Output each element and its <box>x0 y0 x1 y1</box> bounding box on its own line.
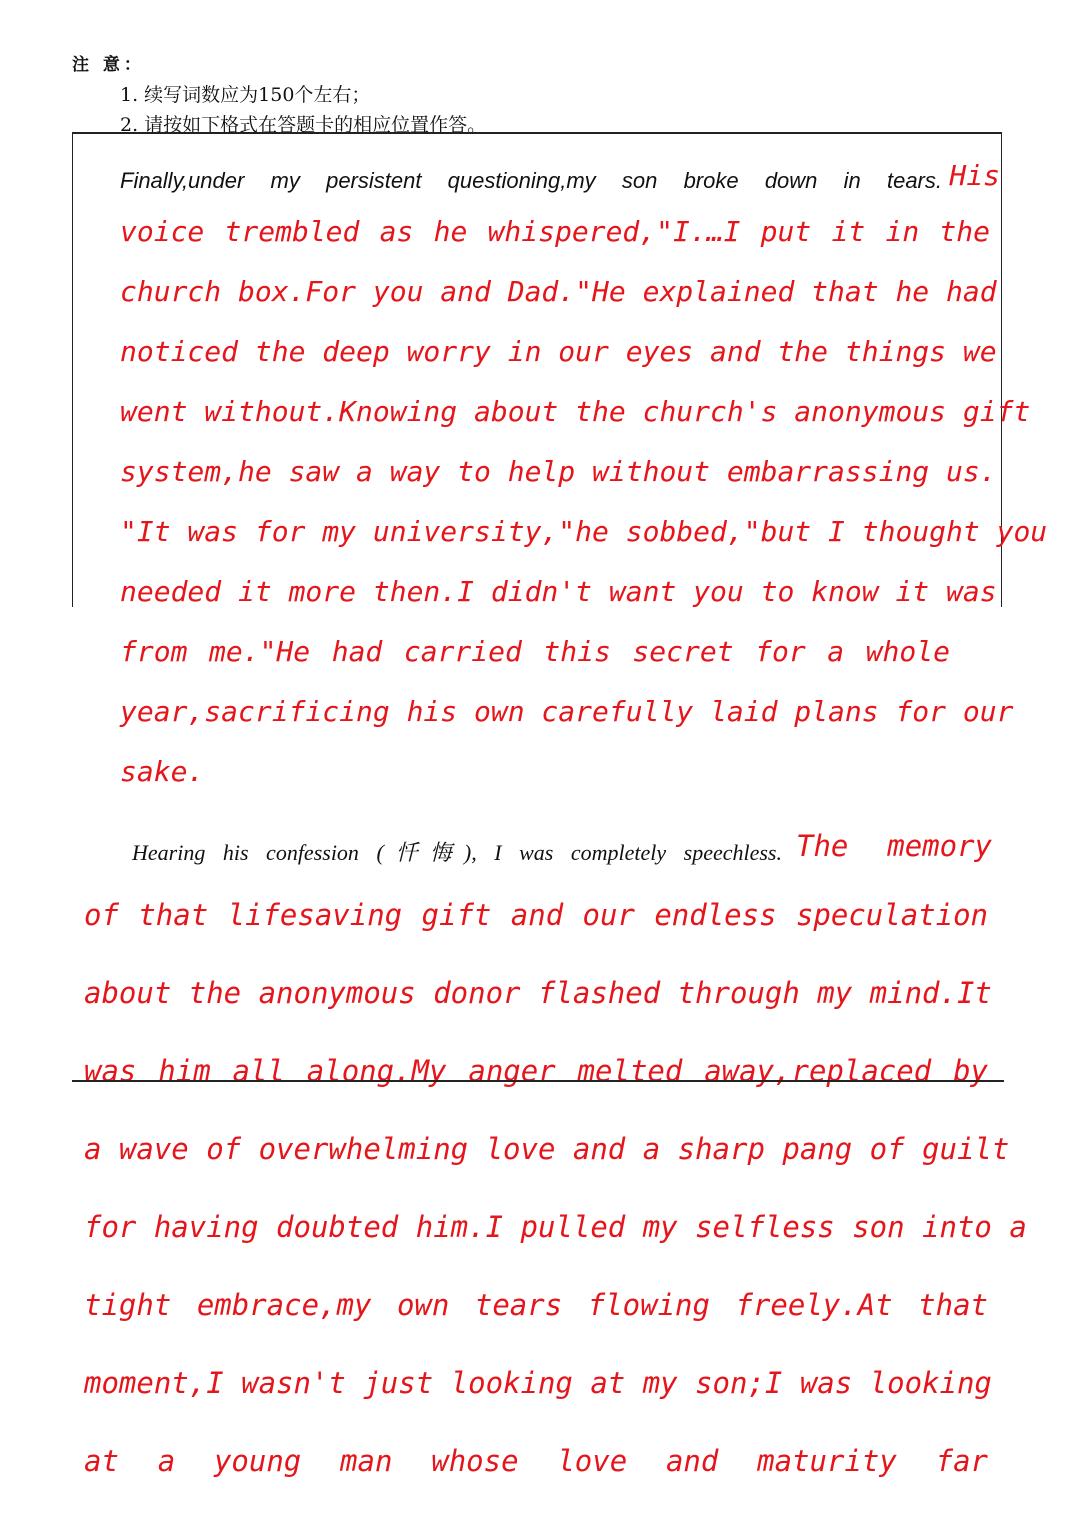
handwritten-line: system,he saw a way to help without embarrassing us. <box>120 455 997 488</box>
bottom-rule <box>72 1080 1004 1082</box>
handwritten-line: year,sacrificing his own carefully laid plans for our <box>120 695 1014 728</box>
handwritten-line: The memory <box>796 829 992 863</box>
handwritten-line: went without.Knowing about the church's anonymous gift <box>120 395 1031 428</box>
handwritten-line: a wave of overwhelming love and a sharp pang of guilt <box>84 1132 1010 1166</box>
handwritten-line: church box.For you and Dad."He explained that he had <box>120 275 997 308</box>
paragraph-1-first-line <box>120 152 1000 196</box>
handwritten-line: "It was for my university,"he sobbed,"but I thought you <box>120 515 1048 548</box>
handwritten-line: sake. <box>120 755 205 788</box>
handwritten-line: about the anonymous donor flashed through my mind.It <box>84 976 992 1010</box>
handwritten-line: needed it more then.I didn't want you to know it was <box>120 575 997 608</box>
handwritten-line: for having doubted him.I pulled my selfless son into a <box>84 1210 1027 1244</box>
paragraph-2-prompt: Hearing his confession (忏悔), I was completely speechless. <box>132 840 782 865</box>
handwritten-line: of that lifesaving gift and our endless speculation <box>84 898 988 932</box>
handwritten-line: at a young man whose love and maturity far <box>84 1444 988 1478</box>
paragraph-2-first-line <box>132 818 992 868</box>
handwritten-line: was him all along.My anger melted away,replaced by <box>84 1054 988 1088</box>
notice-item-word-count: 1. 续写词数应为150个左右； <box>120 84 371 106</box>
handwritten-line: His <box>949 159 1000 192</box>
handwritten-line: from me."He had carried this secret for a whole <box>120 635 950 668</box>
handwritten-line: noticed the deep worry in our eyes and the things we <box>120 335 997 368</box>
notice-title: 注 意： <box>72 55 145 75</box>
paragraph-1-prompt: Finally,under my persistent questioning,my son broke down in tears. <box>120 168 942 193</box>
handwritten-line: voice trembled as he whispered,"I.…I put it in the <box>120 215 990 248</box>
handwritten-line: moment,I wasn't just looking at my son;I was looking <box>84 1366 992 1400</box>
handwritten-line: tight embrace,my own tears flowing freely.At that <box>84 1288 988 1322</box>
notice-item-format: 2. 请按如下格式在答题卡的相应位置作答。 <box>120 114 487 136</box>
